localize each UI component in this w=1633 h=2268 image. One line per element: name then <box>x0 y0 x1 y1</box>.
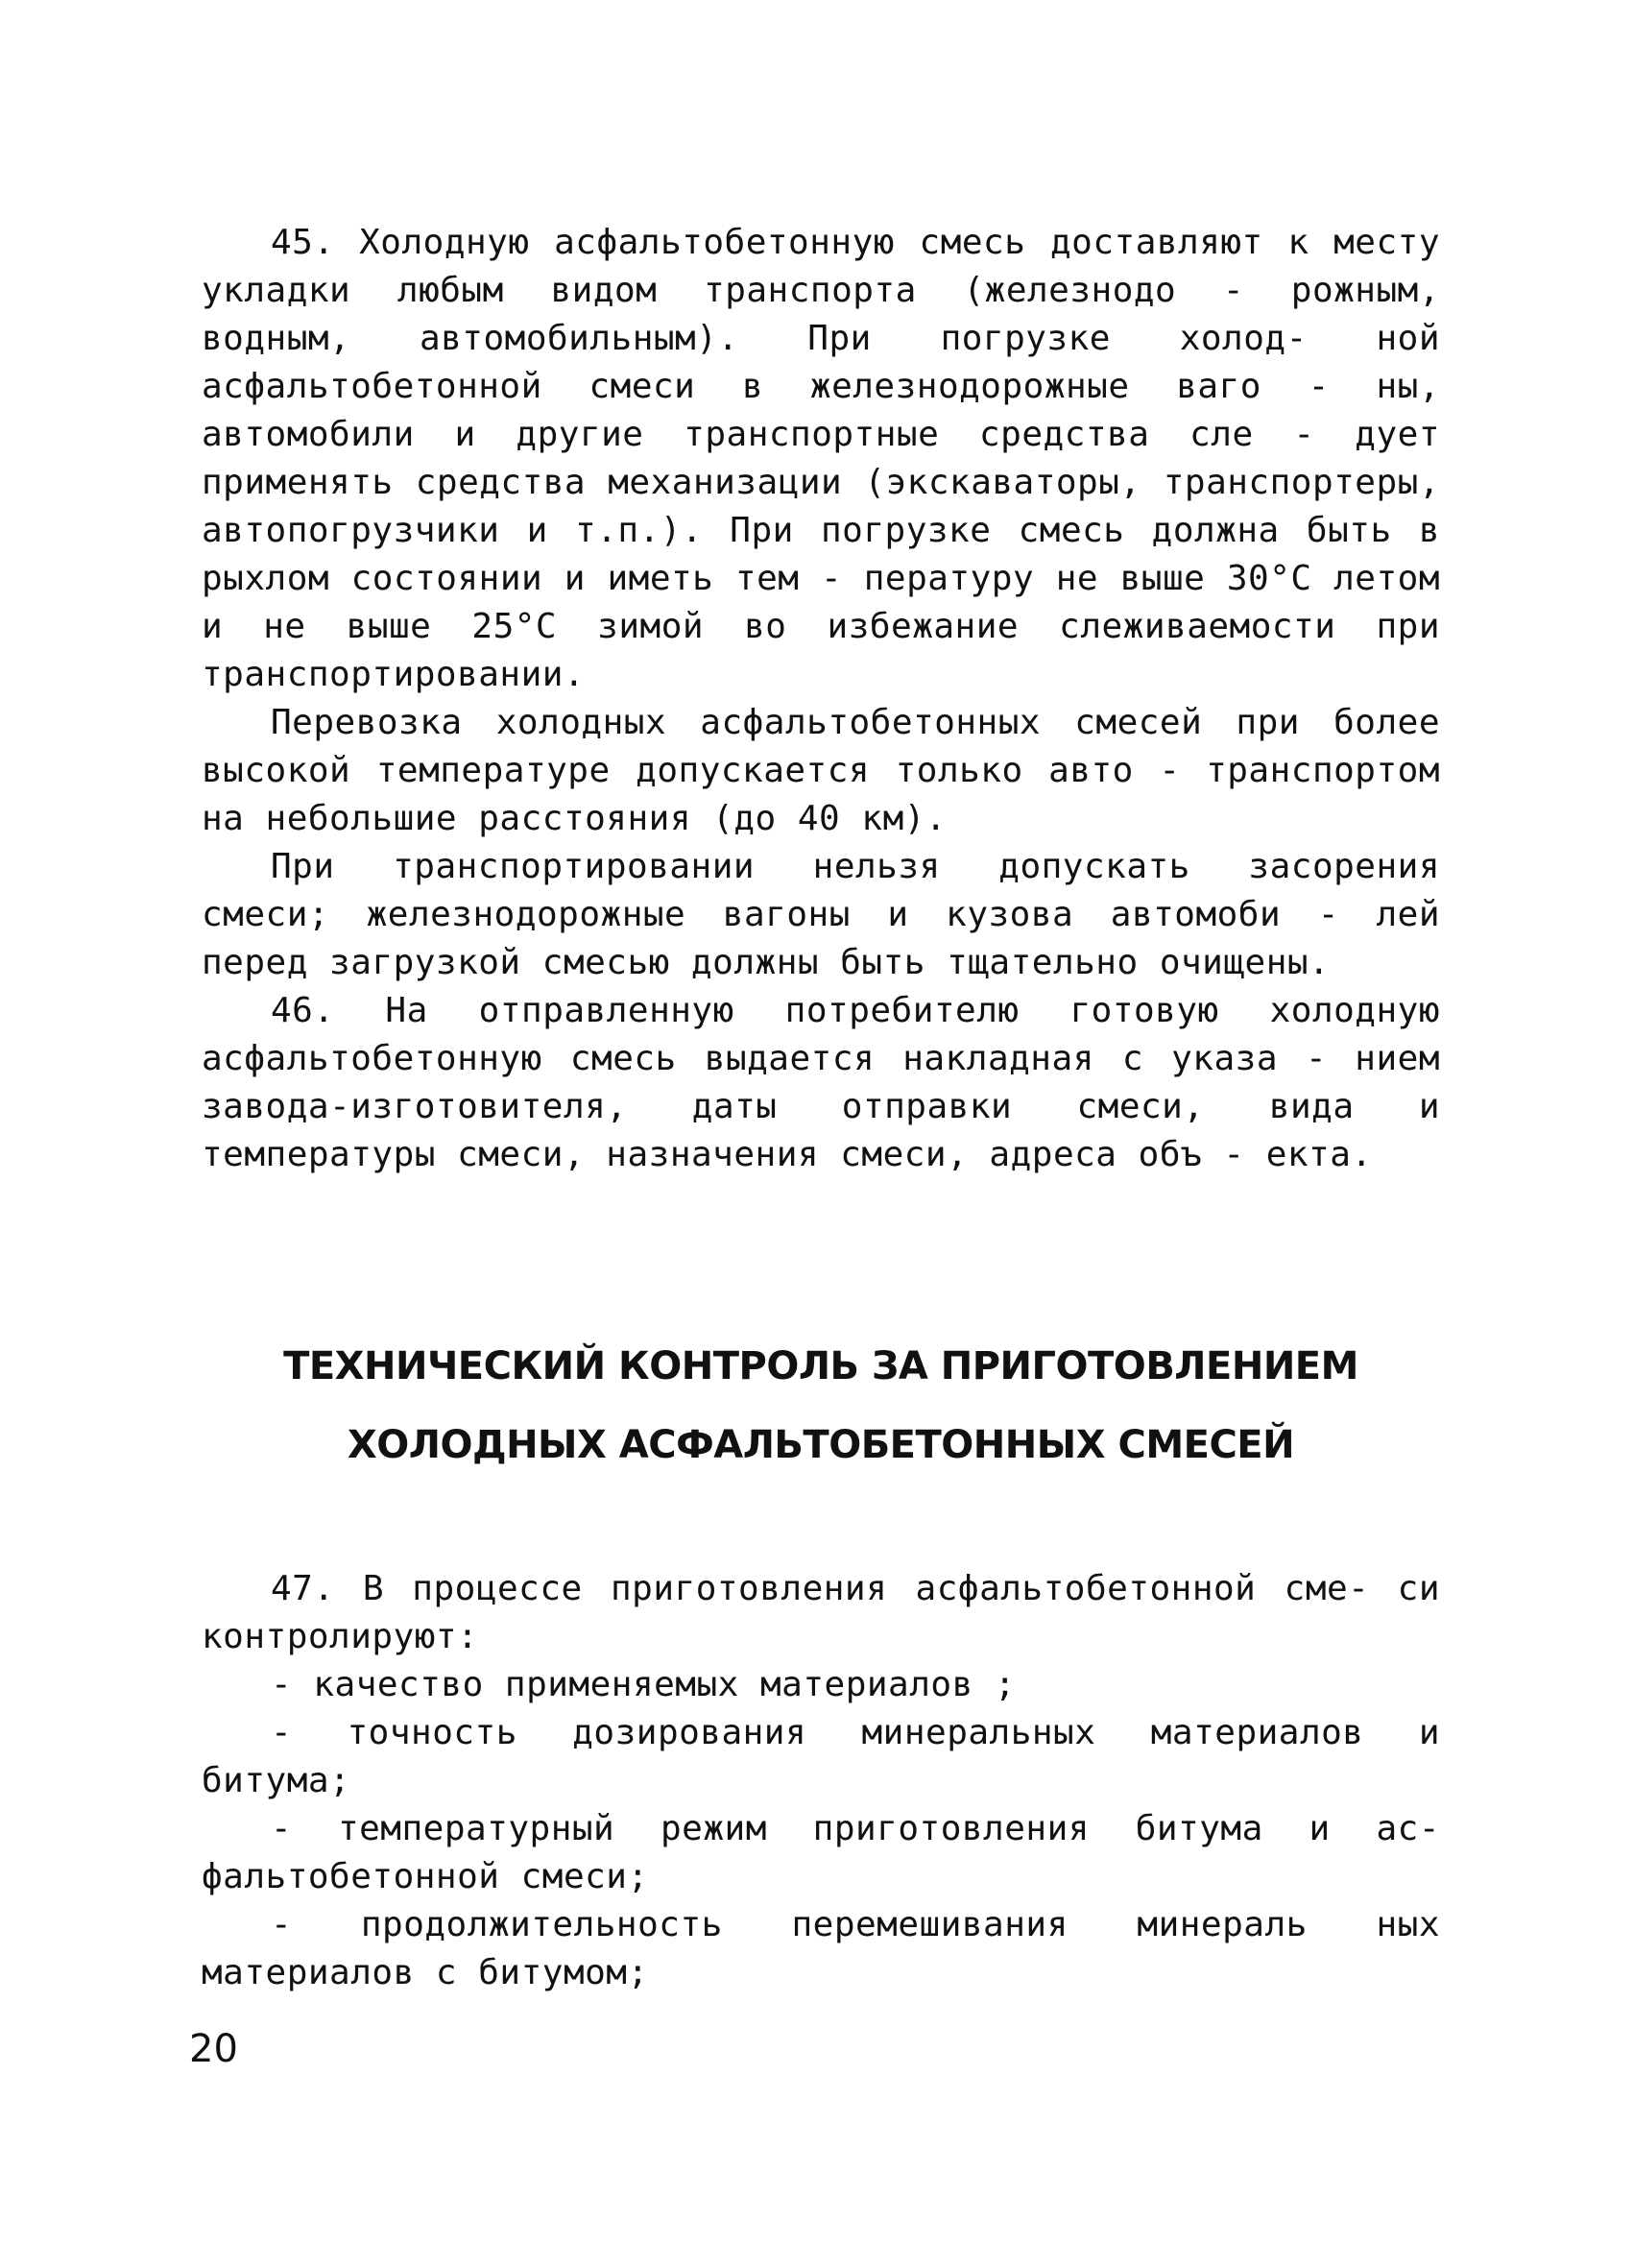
section-bottom-text <box>202 1565 1440 1997</box>
paragraph-45: 45. Холодную асфальтобетонную смесь доставляют к месту укладки любым видом транспорта (железнодо - рожным, водным, автомобильным). При погрузке холод- ной асфальтобетонной смеси в железнодорожные ваго - ны, автомобили и другие транспортные средства сле - дует применять средства механизации (экскаваторы, транспортеры, автопогрузчики и т.п.). При погрузке смесь должна быть в рыхлом состоянии и иметь тем - пературу не выше 30°С летом и не выше 25°С зимой во избежание слеживаемости при транспортировании. <box>202 223 1440 694</box>
heading-line-2: ХОЛОДНЫХ АСФАЛЬТОБЕТОННЫХ СМЕСЕЙ <box>347 1423 1295 1467</box>
list-item-mixing-duration: - продолжительность перемешивания минераль ных материалов с битумом; <box>202 1905 1440 1992</box>
page-number: 20 <box>189 2027 238 2071</box>
paragraph-47: 47. В процессе приготовления асфальтобетонной сме- си контролируют: <box>202 1569 1440 1656</box>
paragraph-contamination: При транспортировании нельзя допускать засорения смеси; железнодорожные вагоны и кузова автомоби - лей перед загрузкой смесью должны быть тщательно очищены. <box>202 847 1440 982</box>
heading-line-1: ТЕХНИЧЕСКИЙ КОНТРОЛЬ ЗА ПРИГОТОВЛЕНИЕМ <box>283 1344 1358 1388</box>
section-heading <box>202 1327 1440 1484</box>
paragraph-46: 46. На отправленную потребителю готовую холодную асфальтобетонную смесь выдается накладная с указа - нием завода-изготовителя, даты отправки смеси, вида и температуры смеси, назначения смеси, адреса объ - екта. <box>202 991 1440 1174</box>
list-item-dosing-accuracy: - точность дозирования минеральных материалов и битума; <box>202 1713 1440 1800</box>
list-item-materials-quality: - качество применяемых материалов ; <box>271 1665 1017 1704</box>
paragraph-transport-temperature: Перевозка холодных асфальтобетонных смесей при более высокой температуре допускается только авто - транспортом на небольшие расстояния (до 40 км). <box>202 703 1440 838</box>
list-item-temperature-mode: - температурный режим приготовления битума и ас- фальтобетонной смеси; <box>202 1809 1440 1896</box>
section-top-text <box>202 219 1440 1179</box>
